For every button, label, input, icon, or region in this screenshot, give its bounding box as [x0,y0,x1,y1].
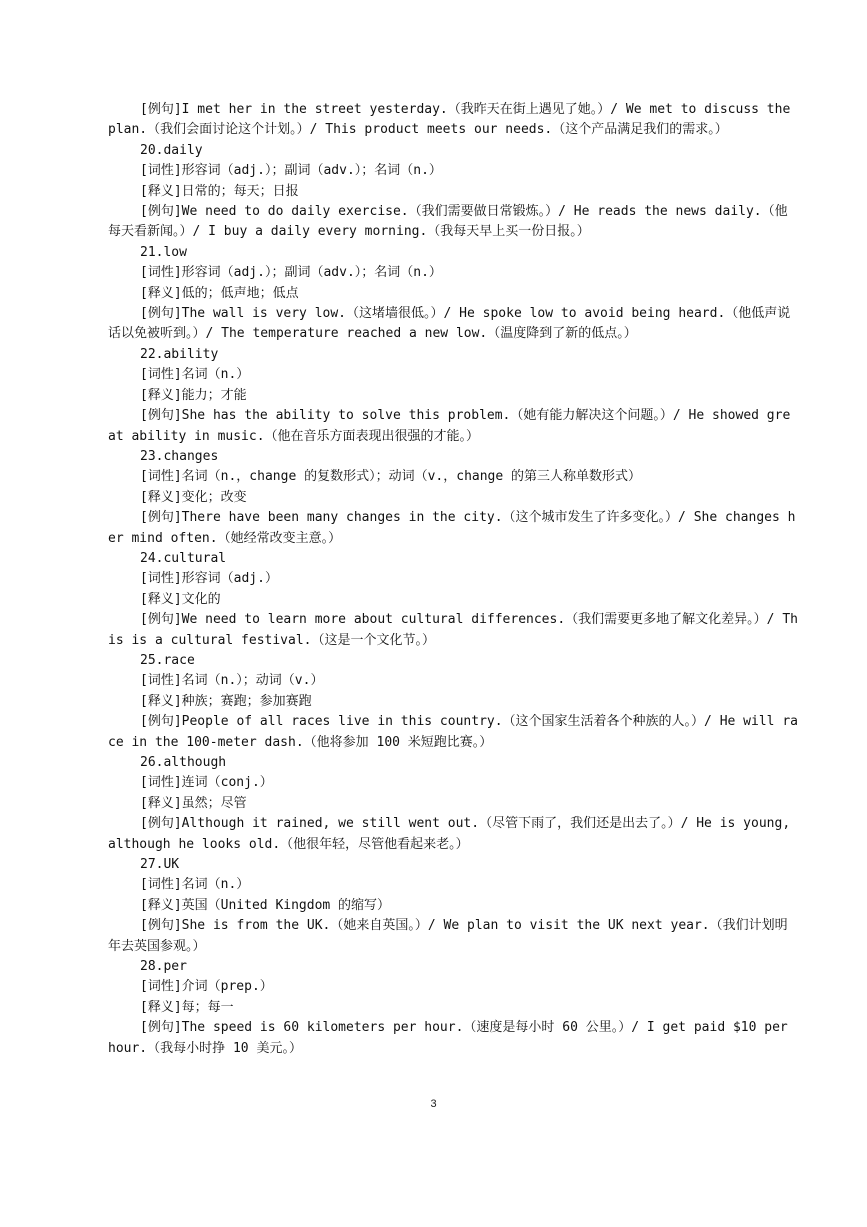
definition: [释义]能力；才能 [140,387,247,403]
definition: [释义]变化；改变 [140,489,247,505]
part-of-speech: [词性]名词（n.） [140,877,250,893]
example-sentence: [例句]She is from the UK.（她来自英国。）/ We plan to visit the UK next year.（我们计划明年去英国参观。） [108,918,788,954]
part-of-speech: [词性]形容词（adj.） [140,571,278,587]
definition: [释义]低的；低声地；低点 [140,285,299,301]
headword: 23.changes [140,448,219,464]
example-sentence: [例句]We need to do daily exercise.（我们需要做日常锻炼。）/ He reads the news daily.（他每天看新闻。）/ I buy a daily every morning.（我每天早上买一份日报。） [108,204,788,240]
example-sentence: [例句]We need to learn more about cultural differences.（我们需要更多地了解文化差异。）/ This is a cultural festival.（这是一个文化节。） [108,612,798,648]
definition: [释义]日常的；每天；日报 [140,183,299,199]
part-of-speech: [词性]连词（conj.） [140,775,273,791]
example-sentence: [例句]She has the ability to solve this problem.（她有能力解决这个问题。）/ He showed great ability in music.（他在音乐方面表现出很强的才能。） [108,408,791,444]
example-sentence: [例句]Although it rained, we still went out.（尽管下雨了，我们还是出去了。）/ He is young, although he looks old.（他很年轻，尽管他看起来老。） [108,816,798,852]
headword: 25.race [140,652,195,668]
part-of-speech: [词性]名词（n.） [140,367,250,383]
headword: 27.UK [140,857,180,873]
headword: 24.cultural [140,550,227,566]
definition: [释义]英国（United Kingdom 的缩写） [140,897,391,913]
headword: 26.although [140,755,227,770]
definition: [释义]虽然；尽管 [140,795,247,811]
definition: [释义]种族；赛跑；参加赛跑 [140,693,312,709]
example-sentence: [例句]People of all races live in this country.（这个国家生活着各个种族的人。）/ He will race in the 100-meter dash.（他将参加 100 米短跑比赛。） [108,714,798,750]
definition: [释义]文化的 [140,591,221,607]
example-sentence: [例句]I met her in the street yesterday.（我昨天在街上遇见了她。）/ We met to discuss the plan.（我们会面讨论这个计划。）/ This product meets our needs.（这个产品满足我们的需求。） [108,102,799,138]
example-sentence: [例句]The wall is very low.（这堵墙很低。）/ He spoke low to avoid being heard.（他低声说话以免被听到。）/ The temperature reached a new low.（温度降到了新的低点。） [108,306,791,342]
part-of-speech: [词性]介词（prep.） [140,979,273,995]
page-number: 3 [430,1098,437,1110]
headword: 28.per [140,959,187,975]
headword: 20.daily [140,142,203,158]
part-of-speech: [词性]形容词（adj.）；副词（adv.）；名词（n.） [140,265,442,281]
part-of-speech: [词性]形容词（adj.）；副词（adv.）；名词（n.） [140,163,442,179]
headword: 21.low [140,244,187,260]
definition: [释义]每；每一 [140,999,234,1015]
vocabulary-list [108,100,798,1059]
part-of-speech: [词性]名词（n.）；动词（v.） [140,673,324,689]
example-sentence: [例句]There have been many changes in the city.（这个城市发生了许多变化。）/ She changes her mind often.（她经常改变主意。） [108,510,796,546]
headword: 22.ability [140,346,219,362]
part-of-speech: [词性]名词（n.，change 的复数形式）；动词（v.，change 的第三人称单数形式） [140,469,642,485]
example-sentence: [例句]The speed is 60 kilometers per hour.（速度是每小时 60 公里。）/ I get paid $10 per hour.（我每小时挣 10 美元。） [108,1020,796,1056]
